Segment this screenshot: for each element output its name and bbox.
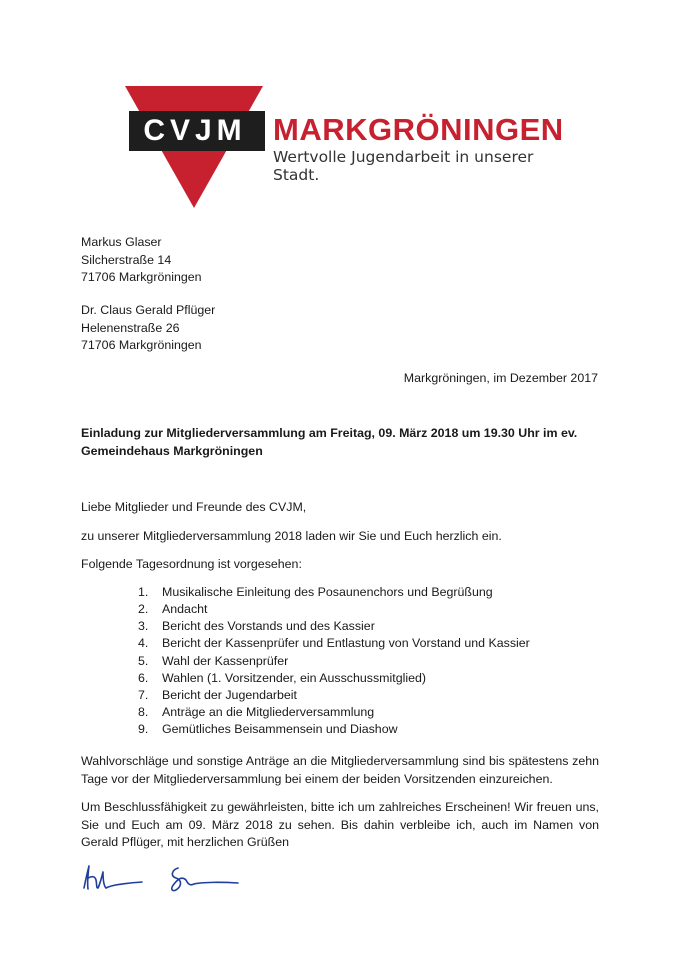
cvjm-logo (125, 86, 565, 208)
logo-tagline: Wertvolle Jugendarbeit in unserer Stadt. (273, 148, 534, 184)
paragraph-proposals: Wahlvorschläge und sonstige Anträge an die Mitgliederversammlung sind bis spätestens zehn Tage vor der Mitgliederversammlung bei einem der beiden Vorsitzenden einzureichen. (81, 754, 599, 786)
agenda-intro: Folgende Tagesordnung ist vorgesehen: (81, 557, 302, 571)
agenda-number: 9. (138, 722, 149, 737)
agenda-number: 1. (138, 584, 149, 599)
signature (82, 862, 242, 901)
agenda-list (138, 584, 530, 739)
agenda-number: 4. (138, 636, 149, 651)
list-item (138, 653, 530, 670)
list-item (138, 670, 530, 687)
agenda-text: Bericht der Kassenprüfer und Entlastung von Vorstand und Kassier (162, 636, 530, 651)
signature-icon (82, 862, 242, 896)
recipient-street: Helenenstraße 26 (81, 320, 180, 335)
agenda-text: Bericht der Jugendarbeit (162, 687, 298, 702)
agenda-text: Wahl der Kassenprüfer (162, 653, 289, 668)
agenda-number: 8. (138, 705, 149, 720)
recipient-name: Dr. Claus Gerald Pflüger (81, 303, 216, 317)
recipient-address (81, 302, 215, 355)
sender-city: 71706 Markgröningen (81, 270, 202, 284)
logo-mark-text: CVJM (143, 114, 247, 147)
recipient-city: 71706 Markgröningen (81, 338, 202, 352)
date-line: Markgröningen, im Dezember 2017 (403, 371, 598, 385)
intro-text: zu unserer Mitgliederversammlung 2018 laden wir Sie und Euch herzlich ein. (81, 529, 502, 543)
sender-name: Markus Glaser (81, 235, 162, 249)
list-item (138, 601, 530, 618)
agenda-text: Wahlen (1. Vorsitzender, ein Ausschussmitglied) (162, 670, 427, 685)
agenda-text: Musikalische Einleitung des Posaunenchors und Begrüßung (162, 584, 493, 599)
salutation: Liebe Mitglieder und Freunde des CVJM, (81, 500, 307, 514)
agenda-number: 3. (138, 619, 149, 634)
subject-line-1: Einladung zur Mitgliederversammlung am Freitag, 09. März 2018 um 19.30 Uhr im ev. (81, 426, 578, 440)
agenda-number: 5. (138, 653, 149, 668)
list-item (138, 584, 530, 601)
agenda-text: Anträge an die Mitgliederversammlung (162, 705, 375, 720)
list-item (138, 687, 530, 704)
list-item (138, 722, 530, 739)
list-item (138, 618, 530, 635)
subject (81, 425, 601, 460)
sender-address (81, 234, 202, 287)
subject-line-2: Gemeindehaus Markgröningen (81, 443, 263, 458)
agenda-number: 7. (138, 687, 149, 702)
logo-name: MARKGRÖNINGEN (273, 112, 564, 147)
agenda-number: 2. (138, 602, 149, 617)
sender-street: Silcherstraße 14 (81, 252, 172, 267)
agenda-text: Andacht (162, 602, 208, 617)
agenda-text: Gemütliches Beisammensein und Diashow (162, 722, 398, 737)
agenda-text: Bericht des Vorstands und des Kassier (162, 619, 375, 634)
list-item (138, 636, 530, 653)
paragraph-closing: Um Beschlussfähigkeit zu gewährleisten, bitte ich um zahlreiches Erscheinen! Wir freuen uns, Sie und Euch am 09. März 2018 zu sehen. Bis dahin verbleibe ich, auch im Namen von Gerald Pflüger, mit herzlichen Grüßen (81, 800, 599, 849)
agenda-number: 6. (138, 670, 149, 685)
list-item (138, 704, 530, 721)
